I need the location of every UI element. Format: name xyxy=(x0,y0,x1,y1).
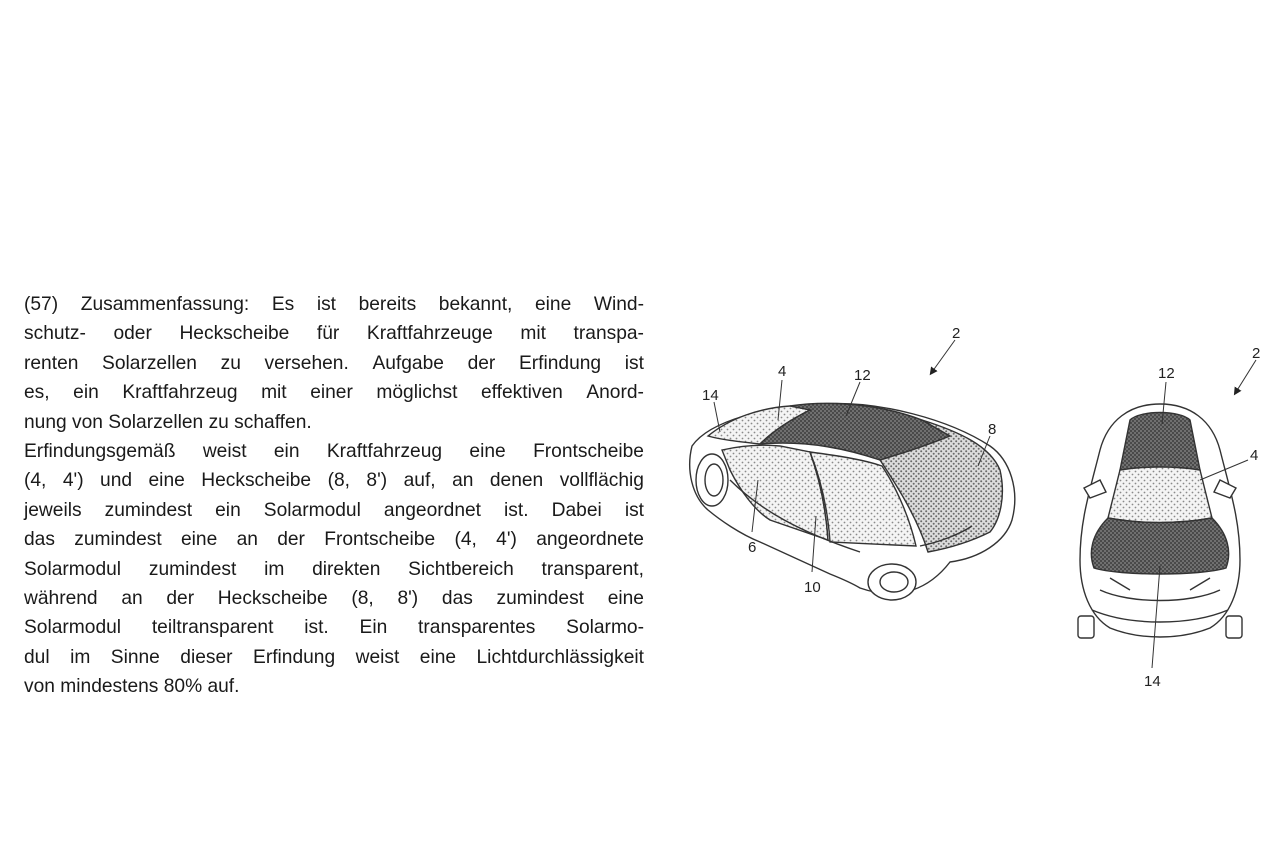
ref-2-label: 2 xyxy=(952,325,961,342)
car-drawing-svg xyxy=(660,320,1280,700)
side-view xyxy=(690,403,1015,600)
front-ref-4-label: 4 xyxy=(1250,447,1259,464)
abstract-line: Solarmodul zumindest im direkten Sichtbereich transparent, xyxy=(24,558,644,580)
front-view xyxy=(1078,404,1242,638)
abstract-line: dul im Sinne dieser Erfindung weist eine Lichtdurchlässigkeit xyxy=(24,646,644,668)
ref-4-label: 4 xyxy=(778,363,787,380)
patent-abstract xyxy=(24,290,644,701)
ref-6-label: 6 xyxy=(748,539,757,556)
abstract-line: (4, 4') und eine Heckscheibe (8, 8') auf, an denen vollflächig xyxy=(24,470,644,492)
patent-drawing xyxy=(660,320,1280,700)
ref-10-label: 10 xyxy=(804,579,821,596)
abstract-line: während an der Heckscheibe (8, 8') das zumindest eine xyxy=(24,587,644,609)
front-ref-2-label: 2 xyxy=(1252,345,1261,362)
abstract-line: das zumindest eine an der Frontscheibe (4, 4') angeordnete xyxy=(24,529,644,551)
abstract-line: nung von Solarzellen zu schaffen. xyxy=(24,411,312,433)
ref-12-label: 12 xyxy=(854,367,871,384)
front-ref-12-label: 12 xyxy=(1158,365,1175,382)
front-ref-14-label: 14 xyxy=(1144,673,1161,690)
abstract-line: Erfindungsgemäß weist ein Kraftfahrzeug eine Frontscheibe xyxy=(24,440,644,462)
abstract-line: (57) Zusammenfassung: Es ist bereits bekannt, eine Wind- xyxy=(24,294,644,315)
abstract-line: renten Solarzellen zu versehen. Aufgabe der Erfindung ist xyxy=(24,352,644,374)
ref-8-label: 8 xyxy=(988,421,997,438)
abstract-line: jeweils zumindest ein Solarmodul angeordnet ist. Dabei ist xyxy=(24,499,644,521)
abstract-line: Solarmodul teiltransparent ist. Ein transparentes Solarmo- xyxy=(24,617,644,639)
abstract-line: von mindestens 80% auf. xyxy=(24,676,240,698)
abstract-line: es, ein Kraftfahrzeug mit einer möglichst effektiven Anord- xyxy=(24,382,644,404)
ref-14-label: 14 xyxy=(702,387,719,404)
abstract-line: schutz- oder Heckscheibe für Kraftfahrzeuge mit transpa- xyxy=(24,323,644,345)
